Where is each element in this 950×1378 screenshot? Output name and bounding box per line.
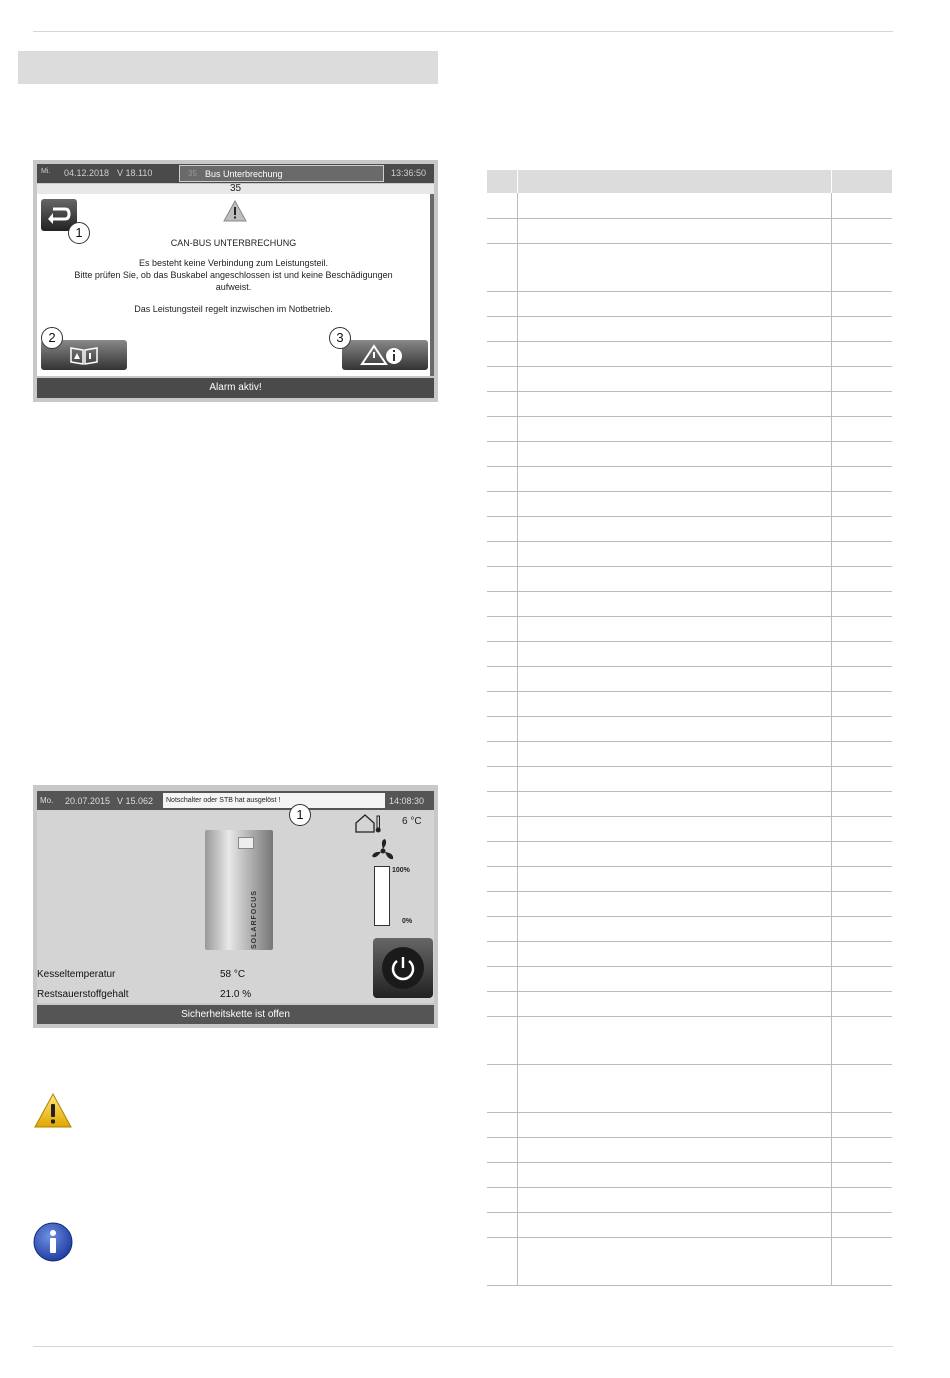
table-cell	[832, 416, 863, 441]
table-cell	[487, 1187, 518, 1212]
table-cell	[832, 891, 863, 916]
table-cell	[832, 791, 863, 816]
table-row	[487, 1237, 892, 1285]
table-cell	[487, 916, 518, 941]
weekday: Mi.	[41, 168, 51, 175]
outdoor-temperature: 6 °C	[402, 816, 422, 827]
table-cell	[518, 391, 832, 416]
table-cell	[487, 791, 518, 816]
table-cell	[862, 1162, 892, 1187]
table-row	[487, 341, 892, 366]
alarm-screen	[33, 160, 438, 402]
table-row	[487, 566, 892, 591]
table-cell	[832, 916, 863, 941]
boiler-temp-label: Kesseltemperatur	[37, 969, 116, 980]
table-cell	[832, 841, 863, 866]
table-cell	[518, 341, 832, 366]
table-cell	[518, 1137, 832, 1162]
table-cell	[518, 566, 832, 591]
bottom-rule	[33, 1346, 893, 1347]
oxygen-label: Restsauerstoffgehalt	[37, 989, 129, 1000]
table-cell	[832, 243, 863, 291]
table-cell	[832, 1212, 863, 1237]
table-cell	[487, 516, 518, 541]
table-row	[487, 916, 892, 941]
callout-1: 1	[289, 804, 311, 826]
table-cell	[518, 666, 832, 691]
table-cell	[518, 641, 832, 666]
table-cell	[832, 466, 863, 491]
table-row	[487, 741, 892, 766]
house-thermometer-icon	[354, 812, 384, 834]
table-cell	[832, 291, 863, 316]
table-cell	[832, 491, 863, 516]
table-cell	[862, 291, 892, 316]
alarm-info-button[interactable]	[342, 340, 428, 370]
table-cell	[832, 666, 863, 691]
message-line-3: aufweist.	[215, 282, 252, 292]
table-cell	[862, 741, 892, 766]
table-cell	[862, 841, 892, 866]
table-row	[487, 516, 892, 541]
table-cell	[832, 941, 863, 966]
time: 13:36:50	[391, 168, 427, 178]
table-row	[487, 641, 892, 666]
main-body	[37, 807, 434, 1003]
table-cell	[862, 966, 892, 991]
version: V 15.062	[117, 796, 154, 806]
table-cell	[518, 291, 832, 316]
table-cell	[832, 441, 863, 466]
table-row	[487, 791, 892, 816]
table-row	[487, 1212, 892, 1237]
table-cell	[487, 193, 518, 218]
table-cell	[862, 641, 892, 666]
table-header-cell	[832, 170, 863, 193]
table-row	[487, 616, 892, 641]
table-cell	[518, 916, 832, 941]
table-cell	[518, 243, 832, 291]
table-cell	[862, 566, 892, 591]
table-cell	[832, 741, 863, 766]
table-cell	[862, 716, 892, 741]
table-cell	[487, 218, 518, 243]
table-cell	[862, 1212, 892, 1237]
table-cell	[518, 741, 832, 766]
table-cell	[518, 1064, 832, 1112]
table-cell	[487, 641, 518, 666]
table-cell	[518, 193, 832, 218]
data-table	[487, 170, 892, 1286]
alarm-footer: Alarm aktiv!	[37, 378, 434, 398]
section-header-bar	[18, 51, 438, 84]
table-cell	[832, 541, 863, 566]
table-cell	[862, 916, 892, 941]
table-cell	[518, 1112, 832, 1137]
bar-min-label: 0%	[402, 918, 413, 925]
message-line-2: Bitte prüfen Sie, ob das Buskabel angeschlossen ist und keine Beschädigungen	[74, 270, 393, 280]
table-cell	[487, 841, 518, 866]
table-cell	[487, 291, 518, 316]
table-row	[487, 441, 892, 466]
top-rule	[33, 31, 893, 32]
table-cell	[832, 193, 863, 218]
table-row	[487, 466, 892, 491]
table-cell	[518, 816, 832, 841]
table-cell	[832, 391, 863, 416]
table-cell	[518, 891, 832, 916]
table-cell	[487, 691, 518, 716]
table-row	[487, 716, 892, 741]
table-cell	[518, 716, 832, 741]
main-status-bar	[37, 791, 434, 810]
fan-icon	[370, 838, 396, 864]
table-row	[487, 691, 892, 716]
status-message[interactable]: Notschalter oder STB hat ausgelöst !	[163, 793, 385, 808]
table-row	[487, 416, 892, 441]
table-row	[487, 243, 892, 291]
warning-icon	[223, 200, 247, 222]
table-cell	[832, 1237, 863, 1285]
table-cell	[518, 866, 832, 891]
alarm-body	[37, 194, 434, 376]
table-cell	[487, 1016, 518, 1064]
table-cell	[487, 1137, 518, 1162]
callout-2: 2	[41, 327, 63, 349]
oxygen-value: 21.0 %	[220, 989, 252, 1000]
table-cell	[518, 366, 832, 391]
table-cell	[832, 691, 863, 716]
table-row	[487, 218, 892, 243]
warning-triangle-icon	[33, 1092, 73, 1130]
table-cell	[518, 491, 832, 516]
table-cell	[862, 816, 892, 841]
table-row	[487, 991, 892, 1016]
table-cell	[518, 316, 832, 341]
info-circle-icon	[33, 1222, 73, 1262]
table-cell	[862, 491, 892, 516]
table-cell	[487, 566, 518, 591]
table-row	[487, 966, 892, 991]
table-row	[487, 1162, 892, 1187]
table-row	[487, 591, 892, 616]
table-cell	[862, 366, 892, 391]
table-cell	[832, 616, 863, 641]
table-cell	[832, 966, 863, 991]
table-cell	[862, 316, 892, 341]
alarm-title: Bus Unterbrechung	[205, 169, 283, 179]
version: V 18.110	[117, 168, 153, 178]
table-cell	[518, 1212, 832, 1237]
table-cell	[518, 966, 832, 991]
table-row	[487, 666, 892, 691]
table-cell	[832, 866, 863, 891]
table-cell	[832, 1064, 863, 1112]
table-cell	[832, 218, 863, 243]
table-cell	[518, 416, 832, 441]
table-cell	[487, 766, 518, 791]
table-cell	[862, 193, 892, 218]
alarm-message	[37, 257, 430, 293]
warning-info-icon	[342, 340, 428, 370]
table-cell	[518, 691, 832, 716]
table-cell	[518, 1162, 832, 1187]
table-row	[487, 1137, 892, 1162]
table-cell	[832, 1162, 863, 1187]
table-row	[487, 541, 892, 566]
table-cell	[862, 1137, 892, 1162]
table-cell	[862, 1064, 892, 1112]
table-cell	[487, 466, 518, 491]
weekday: Mo.	[40, 796, 54, 805]
table-cell	[487, 716, 518, 741]
table-cell	[518, 541, 832, 566]
table-cell	[518, 1016, 832, 1064]
boiler-image	[205, 830, 273, 950]
table-row	[487, 1187, 892, 1212]
table-cell	[832, 1187, 863, 1212]
power-button[interactable]	[373, 938, 433, 998]
date: 20.07.2015	[65, 796, 111, 806]
table-header-row	[487, 170, 892, 193]
table-cell	[518, 466, 832, 491]
table-cell	[518, 791, 832, 816]
table-cell	[862, 218, 892, 243]
table-cell	[862, 591, 892, 616]
table-row	[487, 366, 892, 391]
table-cell	[487, 1112, 518, 1137]
alarm-heading: CAN-BUS UNTERBRECHUNG	[170, 238, 297, 248]
table-cell	[487, 741, 518, 766]
table-cell	[862, 766, 892, 791]
table-cell	[487, 666, 518, 691]
table-header-cell	[487, 170, 518, 193]
table-cell	[862, 941, 892, 966]
brand-label: SOLARFOCUS	[251, 890, 258, 949]
time: 14:08:30	[389, 796, 425, 806]
table-row	[487, 491, 892, 516]
table-cell	[832, 366, 863, 391]
message-line-4: Das Leistungsteil regelt inzwischen im Notbetrieb.	[134, 304, 333, 314]
table-row	[487, 193, 892, 218]
table-cell	[862, 1016, 892, 1064]
table-cell	[862, 891, 892, 916]
table-cell	[862, 391, 892, 416]
table-cell	[832, 816, 863, 841]
message-line-1: Es besteht keine Verbindung zum Leistungsteil.	[138, 258, 329, 268]
table-cell	[832, 1137, 863, 1162]
power-button-ring	[382, 947, 424, 989]
main-screen	[33, 785, 438, 1028]
table-cell	[832, 516, 863, 541]
table-row	[487, 316, 892, 341]
table-cell	[832, 991, 863, 1016]
table-cell	[832, 641, 863, 666]
table-cell	[862, 666, 892, 691]
table-cell	[487, 991, 518, 1016]
table-cell	[862, 416, 892, 441]
table-cell	[487, 616, 518, 641]
table-cell	[832, 591, 863, 616]
table-cell	[862, 791, 892, 816]
table-row	[487, 891, 892, 916]
table-header-cell	[518, 170, 832, 193]
table-cell	[832, 1016, 863, 1064]
table-cell	[832, 1112, 863, 1137]
table-cell	[862, 691, 892, 716]
bar-max-label: 100%	[392, 867, 410, 874]
power-icon	[382, 947, 424, 989]
table-cell	[487, 941, 518, 966]
callout-1: 1	[68, 222, 90, 244]
table-cell	[487, 816, 518, 841]
table-row	[487, 866, 892, 891]
table-cell	[832, 316, 863, 341]
table-cell	[487, 341, 518, 366]
table-body	[487, 193, 892, 1285]
date: 04.12.2018	[64, 168, 110, 178]
callout-3: 3	[329, 327, 351, 349]
table-cell	[518, 218, 832, 243]
table-cell	[487, 1237, 518, 1285]
table-header-cell	[862, 170, 892, 193]
table-cell	[518, 841, 832, 866]
table-cell	[487, 966, 518, 991]
table-cell	[487, 391, 518, 416]
table-cell	[862, 441, 892, 466]
table-cell	[487, 541, 518, 566]
table-cell	[518, 941, 832, 966]
table-cell	[487, 1064, 518, 1112]
table-row	[487, 841, 892, 866]
alarm-status-bar	[37, 164, 434, 183]
table-row	[487, 1016, 892, 1064]
boiler-temp-value: 58 °C	[220, 969, 246, 980]
table-cell	[518, 591, 832, 616]
table-cell	[862, 243, 892, 291]
table-cell	[487, 316, 518, 341]
table-cell	[518, 991, 832, 1016]
alarm-tab[interactable]	[179, 165, 384, 182]
table-cell	[487, 243, 518, 291]
table-cell	[487, 1162, 518, 1187]
table-cell	[862, 991, 892, 1016]
table-cell	[518, 766, 832, 791]
table-cell	[487, 891, 518, 916]
table-cell	[862, 616, 892, 641]
main-footer: Sicherheitskette ist offen	[37, 1005, 434, 1024]
table-cell	[832, 716, 863, 741]
table-cell	[487, 1212, 518, 1237]
table-cell	[862, 541, 892, 566]
fan-level-bar	[374, 866, 390, 926]
table-cell	[487, 366, 518, 391]
table-cell	[487, 491, 518, 516]
table-cell	[518, 1187, 832, 1212]
table-row	[487, 941, 892, 966]
table-cell	[832, 566, 863, 591]
table-cell	[487, 416, 518, 441]
table-cell	[518, 441, 832, 466]
table-cell	[487, 866, 518, 891]
table-cell	[862, 1187, 892, 1212]
table-row	[487, 816, 892, 841]
alarm-counter: 35	[37, 184, 434, 194]
table-cell	[862, 466, 892, 491]
table-cell	[862, 516, 892, 541]
table-row	[487, 391, 892, 416]
table-cell	[862, 1112, 892, 1137]
table-row	[487, 291, 892, 316]
table-cell	[862, 866, 892, 891]
table-cell	[832, 341, 863, 366]
boiler-display	[238, 837, 254, 849]
table-row	[487, 1112, 892, 1137]
alarm-number: 35	[188, 169, 197, 178]
table-cell	[832, 766, 863, 791]
table-cell	[518, 616, 832, 641]
table-row	[487, 766, 892, 791]
table-cell	[487, 591, 518, 616]
table-cell	[862, 341, 892, 366]
table-cell	[862, 1237, 892, 1285]
table-cell	[518, 516, 832, 541]
table-row	[487, 1064, 892, 1112]
table-cell	[518, 1237, 832, 1285]
table-cell	[487, 441, 518, 466]
